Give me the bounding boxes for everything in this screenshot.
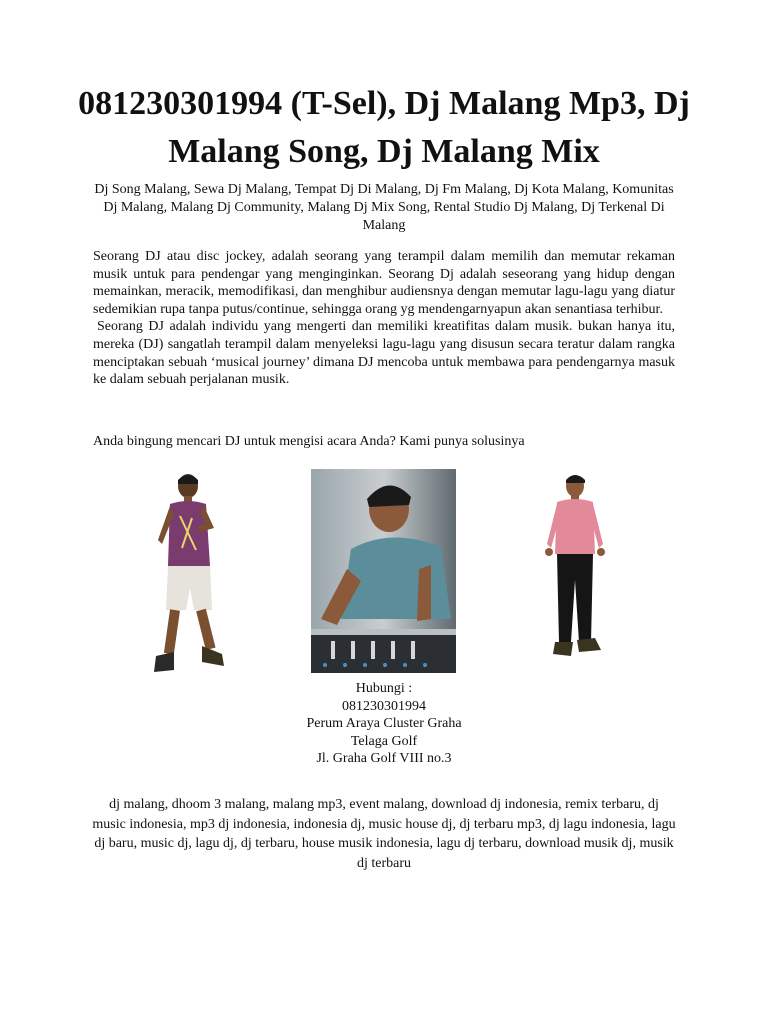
- page-title: 081230301994 (T-Sel), Dj Malang Mp3, Dj Malang Song, Dj Malang Mix: [78, 85, 690, 170]
- contact-address-line-1: Perum Araya Cluster Graha: [306, 716, 462, 731]
- intro-paragraph-1: Seorang DJ atau disc jockey, adalah seorang yang terampil dalam memilih dan memutar rekaman musik untuk para pendengar yang menginginkan. Seorang Dj adalah seseorang yang hidup dengan memainkan, meracik, memodifikasi, dan menghibur audiensnya dengan memutar lagu-lagu yang diatur sedemikian rupa tanpa putus/continue, sehingga orang yg mendengarnyapun akan senantiasa terhibur.: [93, 249, 675, 317]
- contact-address-line-3: Jl. Graha Golf VIII no.3: [316, 751, 452, 766]
- dj-mixing-photo: [311, 469, 456, 673]
- person-photo-purple-shirt: [140, 470, 240, 680]
- intro-section: [93, 248, 675, 389]
- intro-paragraph-2: Seorang DJ adalah individu yang mengerti dan memiliki kreatifitas dalam musik. bukan hanya itu, mereka (DJ) sangatlah terampil dalam menyeleksi lagu-lagu yang disusun secara teratur dalam rangka menciptakan sebuah ‘musical journey’ dimana DJ mencoba untuk membawa para pendengarnya masuk ke dalam sebuah perjalanan musik.: [93, 319, 675, 388]
- contact-block: [234, 680, 534, 768]
- question-line: Anda bingung mencari DJ untuk mengisi acara Anda? Kami punya solusinya: [93, 434, 525, 449]
- person-photo-pink-shirt: [535, 470, 615, 670]
- contact-phone: 081230301994: [342, 698, 426, 714]
- contact-address-line-2: Telaga Golf: [350, 733, 418, 749]
- tags-paragraph: dj malang, dhoom 3 malang, malang mp3, event malang, download dj indonesia, remix terbaru, dj music indonesia, mp3 dj indonesia, indonesia dj, music house dj, dj terbaru mp3, dj lagu indonesia, lagu dj baru, music dj, lagu dj, dj terbaru, house musik indonesia, lagu dj terbaru, download musik dj, musik dj terbaru: [92, 797, 676, 871]
- keywords-paragraph: Dj Song Malang, Sewa Dj Malang, Tempat Dj Di Malang, Dj Fm Malang, Dj Kota Malang, Komunitas Dj Malang, Malang Dj Community, Malang Dj Mix Song, Rental Studio Dj Malang, Dj Terkenal Di Malang: [94, 182, 674, 233]
- contact-label: Hubungi :: [355, 681, 413, 696]
